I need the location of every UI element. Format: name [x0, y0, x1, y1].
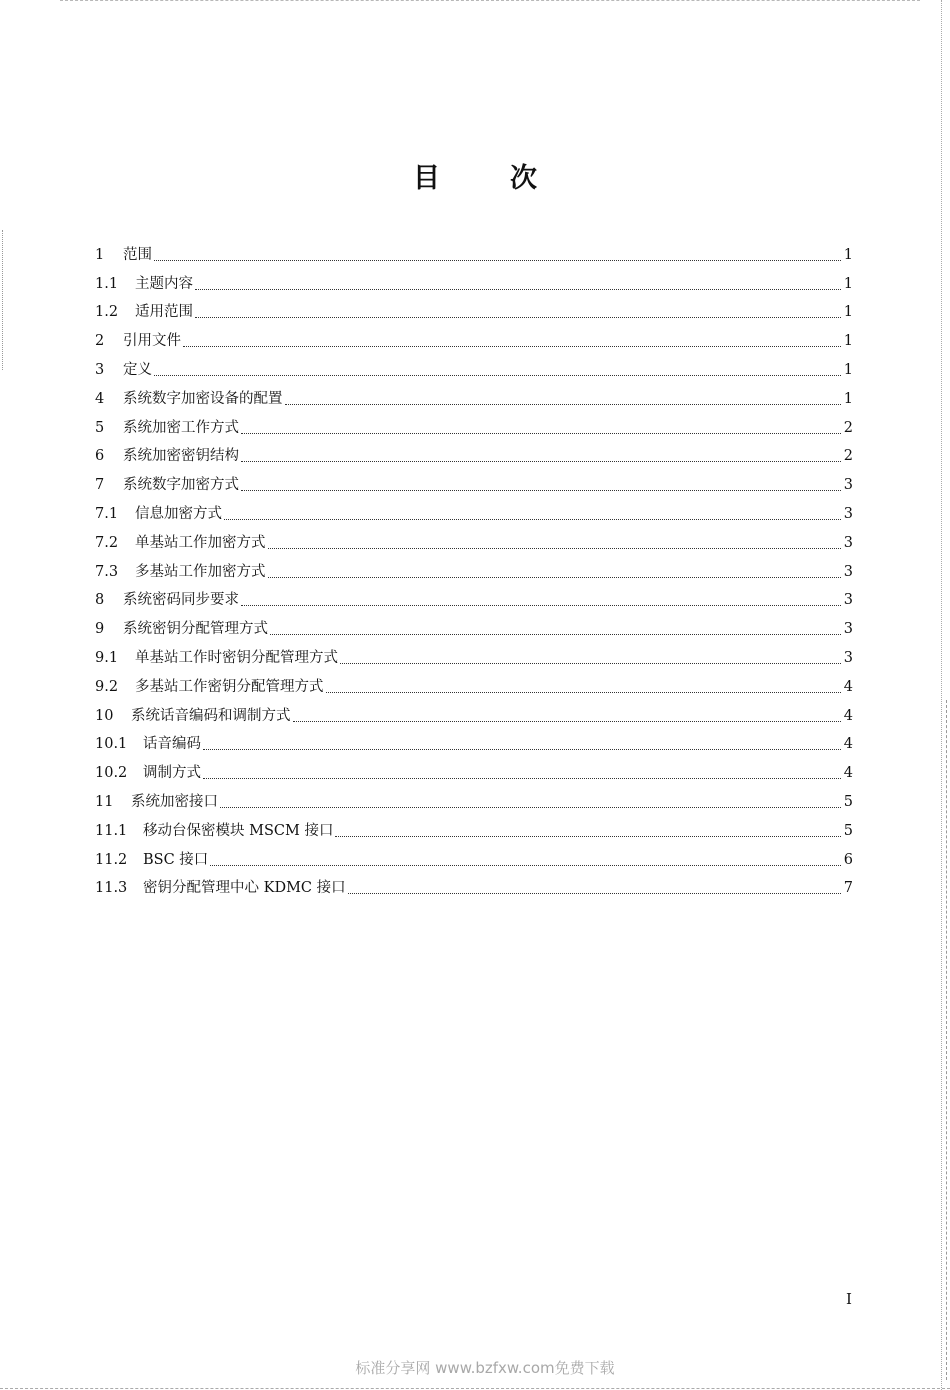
toc-entry[interactable] [95, 553, 853, 582]
toc-entry[interactable] [95, 726, 853, 755]
toc-entry[interactable] [95, 409, 853, 438]
toc-leader-dots [326, 691, 842, 693]
toc-entry-page: 1 [843, 333, 853, 350]
toc-entry[interactable] [95, 812, 853, 841]
toc-entry[interactable] [95, 294, 853, 323]
toc-entry-title: 系统话音编码和调制方式 [131, 707, 291, 724]
page-title [0, 156, 950, 195]
toc-entry-title: 多基站工作加密方式 [135, 563, 266, 580]
toc-entry-page: 7 [843, 880, 853, 897]
toc-leader-dots [183, 345, 841, 347]
table-of-contents [95, 236, 853, 898]
toc-leader-dots [195, 316, 841, 318]
toc-entry-title: BSC 接口 [143, 851, 209, 868]
toc-entry-number: 11.3 [95, 880, 128, 897]
toc-entry[interactable] [95, 783, 853, 812]
footer-watermark: 标准分享网 www.bzfxw.com免费下载 [355, 1359, 615, 1377]
toc-entry-title: 适用范围 [135, 304, 193, 321]
toc-entry-page: 4 [843, 678, 853, 695]
toc-entry[interactable] [95, 495, 853, 524]
toc-leader-dots [203, 748, 841, 750]
toc-entry-page: 6 [843, 851, 853, 868]
toc-leader-dots [348, 892, 841, 894]
toc-leader-dots [270, 633, 841, 635]
toc-entry-page: 3 [843, 592, 853, 609]
toc-leader-dots [220, 806, 841, 808]
toc-entry-page: 5 [843, 822, 853, 839]
toc-leader-dots [203, 777, 841, 779]
scan-edge-top [60, 0, 920, 3]
toc-leader-dots [224, 518, 841, 520]
toc-entry-title: 系统加密工作方式 [123, 419, 239, 436]
toc-leader-dots [241, 432, 841, 434]
toc-entry-title: 主题内容 [135, 275, 193, 292]
toc-entry-title: 系统数字加密设备的配置 [123, 390, 283, 407]
toc-entry-page: 3 [843, 621, 853, 638]
toc-entry-title: 系统加密接口 [131, 793, 218, 810]
toc-entry-number: 1 [95, 246, 105, 263]
toc-entry-title: 信息加密方式 [135, 505, 222, 522]
toc-leader-dots [335, 835, 841, 837]
toc-entry-title: 范围 [123, 246, 152, 263]
title-char-1: 目 [413, 163, 440, 194]
toc-leader-dots [268, 576, 842, 578]
toc-entry-number: 11 [95, 793, 114, 810]
toc-entry-title: 定义 [123, 361, 152, 378]
scan-edge-right [937, 0, 942, 1390]
toc-entry-number: 1.1 [95, 275, 119, 292]
toc-entry-page: 3 [843, 534, 853, 551]
toc-leader-dots [285, 403, 842, 405]
toc-entry-title: 系统数字加密方式 [123, 477, 239, 494]
toc-entry[interactable] [95, 610, 853, 639]
toc-entry-page: 2 [843, 419, 853, 436]
toc-entry-number: 8 [95, 592, 105, 609]
toc-entry[interactable] [95, 236, 853, 265]
toc-entry-number: 4 [95, 390, 105, 407]
title-char-2: 次 [510, 163, 537, 194]
toc-entry-title: 系统密钥分配管理方式 [123, 621, 268, 638]
toc-entry-number: 2 [95, 333, 105, 350]
toc-entry-page: 2 [843, 448, 853, 465]
toc-entry-page: 1 [843, 246, 853, 263]
toc-entry-number: 11.2 [95, 851, 128, 868]
toc-entry[interactable] [95, 582, 853, 611]
toc-leader-dots [154, 259, 841, 261]
toc-entry-number: 6 [95, 448, 105, 465]
toc-entry-page: 4 [843, 707, 853, 724]
page-number: I [846, 1290, 852, 1308]
toc-entry[interactable] [95, 668, 853, 697]
toc-entry[interactable] [95, 697, 853, 726]
toc-entry-number: 7.2 [95, 534, 119, 551]
toc-entry-title: 系统密码同步要求 [123, 592, 239, 609]
toc-leader-dots [241, 604, 841, 606]
toc-entry-title: 调制方式 [143, 765, 201, 782]
toc-entry-number: 7.3 [95, 563, 119, 580]
toc-entry[interactable] [95, 754, 853, 783]
toc-entry-page: 3 [843, 563, 853, 580]
toc-entry-title: 移动台保密模块 MSCM 接口 [143, 822, 334, 839]
toc-entry-number: 1.2 [95, 304, 119, 321]
scan-edge-left [2, 230, 17, 370]
toc-entry-title: 密钥分配管理中心 KDMC 接口 [143, 880, 346, 897]
toc-entry[interactable] [95, 466, 853, 495]
toc-entry[interactable] [95, 841, 853, 870]
toc-entry-title: 多基站工作密钥分配管理方式 [135, 678, 324, 695]
scan-edge-bottom [0, 1386, 950, 1389]
toc-entry-page: 1 [843, 361, 853, 378]
toc-entry[interactable] [95, 322, 853, 351]
toc-entry-page: 5 [843, 793, 853, 810]
toc-entry-page: 3 [843, 505, 853, 522]
scan-edge-right-inner [944, 700, 947, 1380]
toc-entry-number: 9.1 [95, 649, 119, 666]
toc-leader-dots [293, 720, 842, 722]
toc-leader-dots [210, 864, 841, 866]
toc-entry-title: 单基站工作加密方式 [135, 534, 266, 551]
toc-entry-title: 引用文件 [123, 333, 181, 350]
toc-entry-page: 4 [843, 736, 853, 753]
toc-leader-dots [340, 662, 841, 664]
toc-leader-dots [241, 489, 841, 491]
toc-entry[interactable] [95, 870, 853, 899]
toc-entry-title: 话音编码 [143, 736, 201, 753]
toc-entry-number: 10 [95, 707, 114, 724]
toc-entry[interactable] [95, 639, 853, 668]
toc-leader-dots [268, 547, 842, 549]
toc-entry[interactable] [95, 524, 853, 553]
toc-entry[interactable] [95, 438, 853, 467]
toc-entry-number: 10.1 [95, 736, 128, 753]
toc-entry-page: 4 [843, 765, 853, 782]
toc-entry-number: 10.2 [95, 765, 128, 782]
toc-entry-number: 11.1 [95, 822, 128, 839]
toc-entry-page: 3 [843, 649, 853, 666]
toc-entry-number: 3 [95, 361, 105, 378]
toc-entry-title: 系统加密密钥结构 [123, 448, 239, 465]
toc-entry-page: 1 [843, 304, 853, 321]
toc-entry[interactable] [95, 265, 853, 294]
toc-entry-number: 5 [95, 419, 105, 436]
toc-leader-dots [241, 460, 841, 462]
toc-entry-page: 3 [843, 477, 853, 494]
toc-leader-dots [154, 374, 841, 376]
toc-entry[interactable] [95, 351, 853, 380]
toc-entry[interactable] [95, 380, 853, 409]
toc-entry-page: 1 [843, 390, 853, 407]
toc-leader-dots [195, 288, 841, 290]
toc-entry-number: 9.2 [95, 678, 119, 695]
toc-entry-number: 7 [95, 477, 105, 494]
toc-entry-number: 7.1 [95, 505, 119, 522]
toc-entry-number: 9 [95, 621, 105, 638]
toc-entry-title: 单基站工作时密钥分配管理方式 [135, 649, 338, 666]
toc-entry-page: 1 [843, 275, 853, 292]
